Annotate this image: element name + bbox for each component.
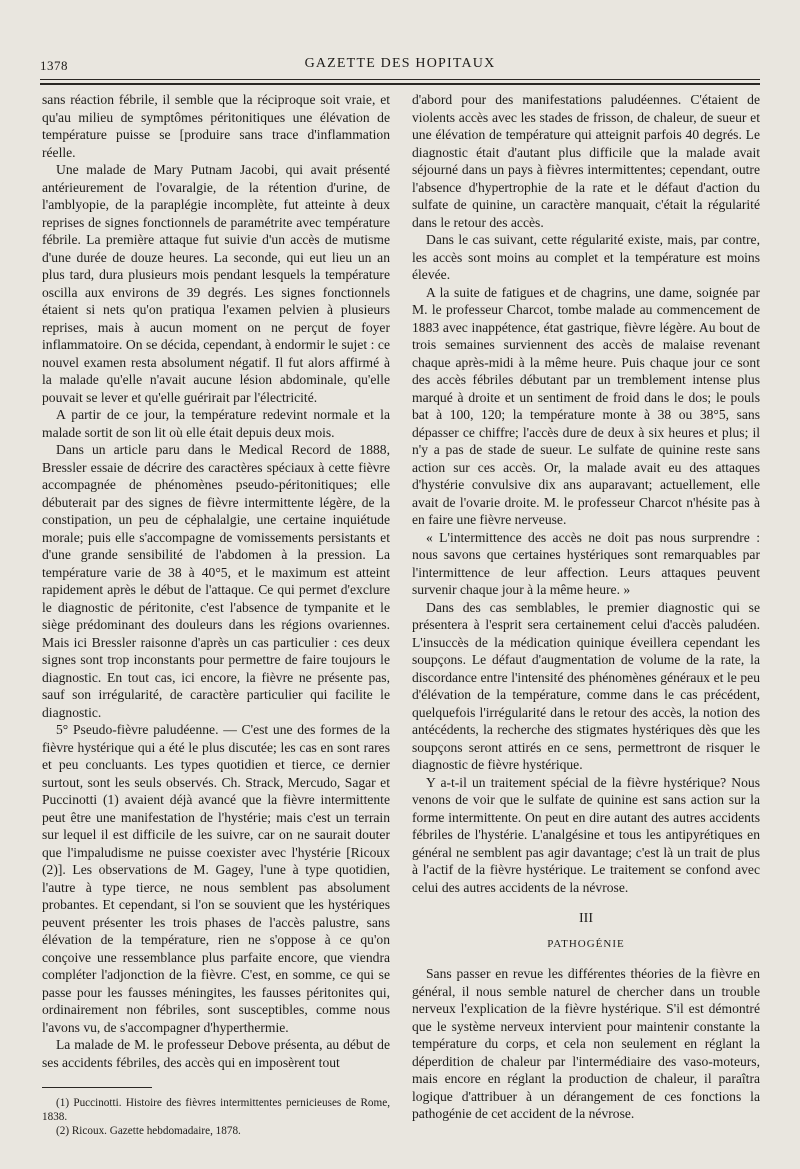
footnote: (1) Puccinotti. Histoire des fièvres intermittentes pernicieuses de Rome, 1838. [42,1097,390,1123]
footnote: (2) Ricoux. Gazette hebdomadaire, 1878. [56,1125,241,1137]
paragraph: A la suite de fatigues et de chagrins, une dame, soignée par M. le professeur Charcot, tombe malade au commencement de 1883 avec inappétence, état gastrique, fièvre légère. Au bout de trois semaines surviennent des accès de malaise revenant chaque après-midi à la même heure. Puis chaque jour ce sont des accès fébriles débutant par un tremblement intense plus marqué à droite et un sentiment de froid dans le dos; le pouls bat à 100, 120; la température monte à 38 ou 38°5, sans dépasser ce chiffre; l'accès dure de deux à six heures et plus; il n'y a pas de stade de sueur. Le sulfate de quinine reste sans action sur ces accès. Or, la malade avait eu des attaques d'hystérie convulsive dix ans auparavant; actuellement, elle avait de l'ovarie droite. M. le professeur Charcot n'hésite pas à en faire une fièvre nerveuse. [412,284,760,527]
paragraph: Dans un article paru dans le Medical Record de 1888, Bressler essaie de décrire des caractères spéciaux à cette fièvre accompagnée de phénomènes pseudo-péritonitiques; elle débuterait par des signes de fièvre intermittente légère, de la constipation, un peu de céphalalgie, une certaine inquiétude morale; puis elle s'accompagne de vomissements persistants et d'une grande sensibilité de l'abdomen à la pression. La température varie de 38 à 40°5, et le maximum est atteint rapidement après le début de l'attaque. Ce qui permet d'exclure le diagnostic de péritonite, c'est l'absence de tympanite et le siège prédominant des douleurs dans les régions ovariennes. Mais ici Bressler raisonne d'après un cas particulier : ces deux signes sont trop inconstants pour permettre de faire toujours le diagnostic. En tout cas, ici encore, la fièvre ne présente pas, sauf son irrégularité, de caractère particulier qui facilite le diagnostic. [42,442,390,720]
paragraph: Dans le cas suivant, cette régularité existe, mais, par contre, les accès sont moins au complet et la température est moins élevée. [412,232,760,282]
paragraph: Une malade de Mary Putnam Jacobi, qui avait présenté antérieurement de l'ovaralgie, de la rétention d'urine, de l'amblyopie, de la paraplégie incomplète, fut atteinte à deux reprises de signes fonctionnels de paramétrite avec température fébrile. La première attaque fut suivie d'un accès de mutisme d'une durée de douze heures. La seconde, qui eut lieu un an plus tard, dura plusieurs mois pendant lesquels la température oscilla aux environs de 39 degrés. Les signes fonctionnels étaient si nets qu'on pratiqua l'examen pelvien à plusieurs reprises, mais à aucun moment on ne perçut de foyer inflammatoire. On se décida, cependant, à endormir le sujet : ce nouvel examen resta absolument négatif. Il fut alors affirmé à la malade qu'elle n'avait aucune lésion abdominale, qu'elle pouvait se lever et qu'elle guérirait par l'électricité. [42,162,390,405]
header-rule [40,79,760,85]
paragraph: Sans passer en revue les différentes théories de la fièvre en général, il nous semble naturel de chercher dans un trouble nerveux l'explication de la fièvre hystérique. S'il est démontré que le système nerveux intervient pour maintenir constante la température du corps, et cela non seulement en réglant la déperdition de chaleur par l'intermédiaire des vaso-moteurs, mais encore en réglant la production de chaleur, il paraîtra logique d'attribuer à un dérangement de ces fonctions la pathogénie de cet accident de la névrose. [412,966,760,1121]
paragraph: Dans des cas semblables, le premier diagnostic qui se présentera à l'esprit sera certainement celui d'accès paludéen. L'insuccès de la médication quinique éveillera cependant les soupçons. Le défaut d'augmentation de volume de la rate, la discordance entre l'intensité des phénomènes généraux et le peu d'élévation de la température, comme dans le cas précédent, quelquefois l'irrégularité dans le retour des accès, la notion des antécédents, la recherche des stigmates hystériques dès que les soupçons seront attirés en ce sens, permettront de risquer le diagnostic de fièvre hystérique. [412,599,760,772]
paragraph: 5° Pseudo-fièvre paludéenne. — C'est une des formes de la fièvre hystérique qui a été le plus discutée; les cas en sont rares et peu concluants. Les types quotidien et tierce, ce dernier surtout, sont les seuls observés. Ch. Strack, Mercudo, Sagar et Puccinotti (1) avaient déjà avancé que la fièvre intermittente peut être une manifestation de l'hystérie; mais c'est un terrain sur lequel il est difficile de les suivre, car on ne saurait douter que l'impaludisme ne puisse coexister avec l'hystérie [Ricoux (2)]. Les observations de M. Gagey, l'une à type quotidien, l'autre à type tierce, ne nous semblent pas absolument probantes. Et cependant, si l'on se souvient que les hystériques peuvent présenter les trois phases de l'accès palustre, sans élévation de la température, rien ne s'oppose à ce qu'on conçoive une ressemblance plus parfaite encore, que viendra compléter l'adjonction de la fièvre. C'est, en somme, ce qui se passe pour les fausses méningites, les fausses péritonites qui, ordinairement non fébriles, sont susceptibles, comme nous l'avons vu, de s'accompagner d'hyperthermie. [42,722,390,1035]
left-column [42,91,390,1138]
paragraph: A partir de ce jour, la température redevint normale et la malade sortit de son lit où elle était depuis deux mois. [42,407,390,440]
right-column [412,91,760,1123]
section-title: PATHOGÉNIE [547,937,625,950]
page-number: 1378 [40,58,68,73]
paragraph: sans réaction fébrile, il semble que la réciproque soit vraie, et qu'au milieu de symptômes péritonitiques une élévation de température puisse se [produire sans trace d'inflammation réelle. [42,92,390,160]
footnote-rule [42,1087,152,1088]
paragraph: « L'intermittence des accès ne doit pas nous surprendre : nous savons que certaines hystériques sont remarquables par l'intermittence de leur affection. Leurs attaques peuvent survenir chaque jour à la même heure. » [412,529,760,597]
section-number: III [579,911,593,926]
paragraph: Y a-t-il un traitement spécial de la fièvre hystérique? Nous venons de voir que le sulfate de quinine est sans action sur la forme intermittente. On peut en dire autant des autres accidents fébriles de l'hystérie. L'analgésine et tous les antipyrétiques en général ne semblent pas agir davantage; c'est là un trait de plus à l'actif de la fièvre hystérique. Le traitement se confond avec celui des autres accidents de la névrose. [412,774,760,895]
journal-title: GAZETTE DES HOPITAUX [304,56,496,71]
paragraph: d'abord pour des manifestations paludéennes. C'étaient de violents accès avec les stades de frisson, de chaleur, de sueur et une élévation de température qui atteignit parfois 40 degrés. Le diagnostic était d'autant plus difficile que la malade avait séjourné dans un pays à fièvres intermittentes; cependant, outre l'absence d'hypertrophie de la rate et le défaut d'action du sulfate de quinine, un caractère manquait, c'était la régularité dans le retour des accès. [412,92,760,230]
paragraph: La malade de M. le professeur Debove présenta, au début de ses accidents fébriles, des accès qui en imposèrent tout [42,1037,390,1070]
footnotes [42,1096,390,1138]
running-header [40,56,760,78]
